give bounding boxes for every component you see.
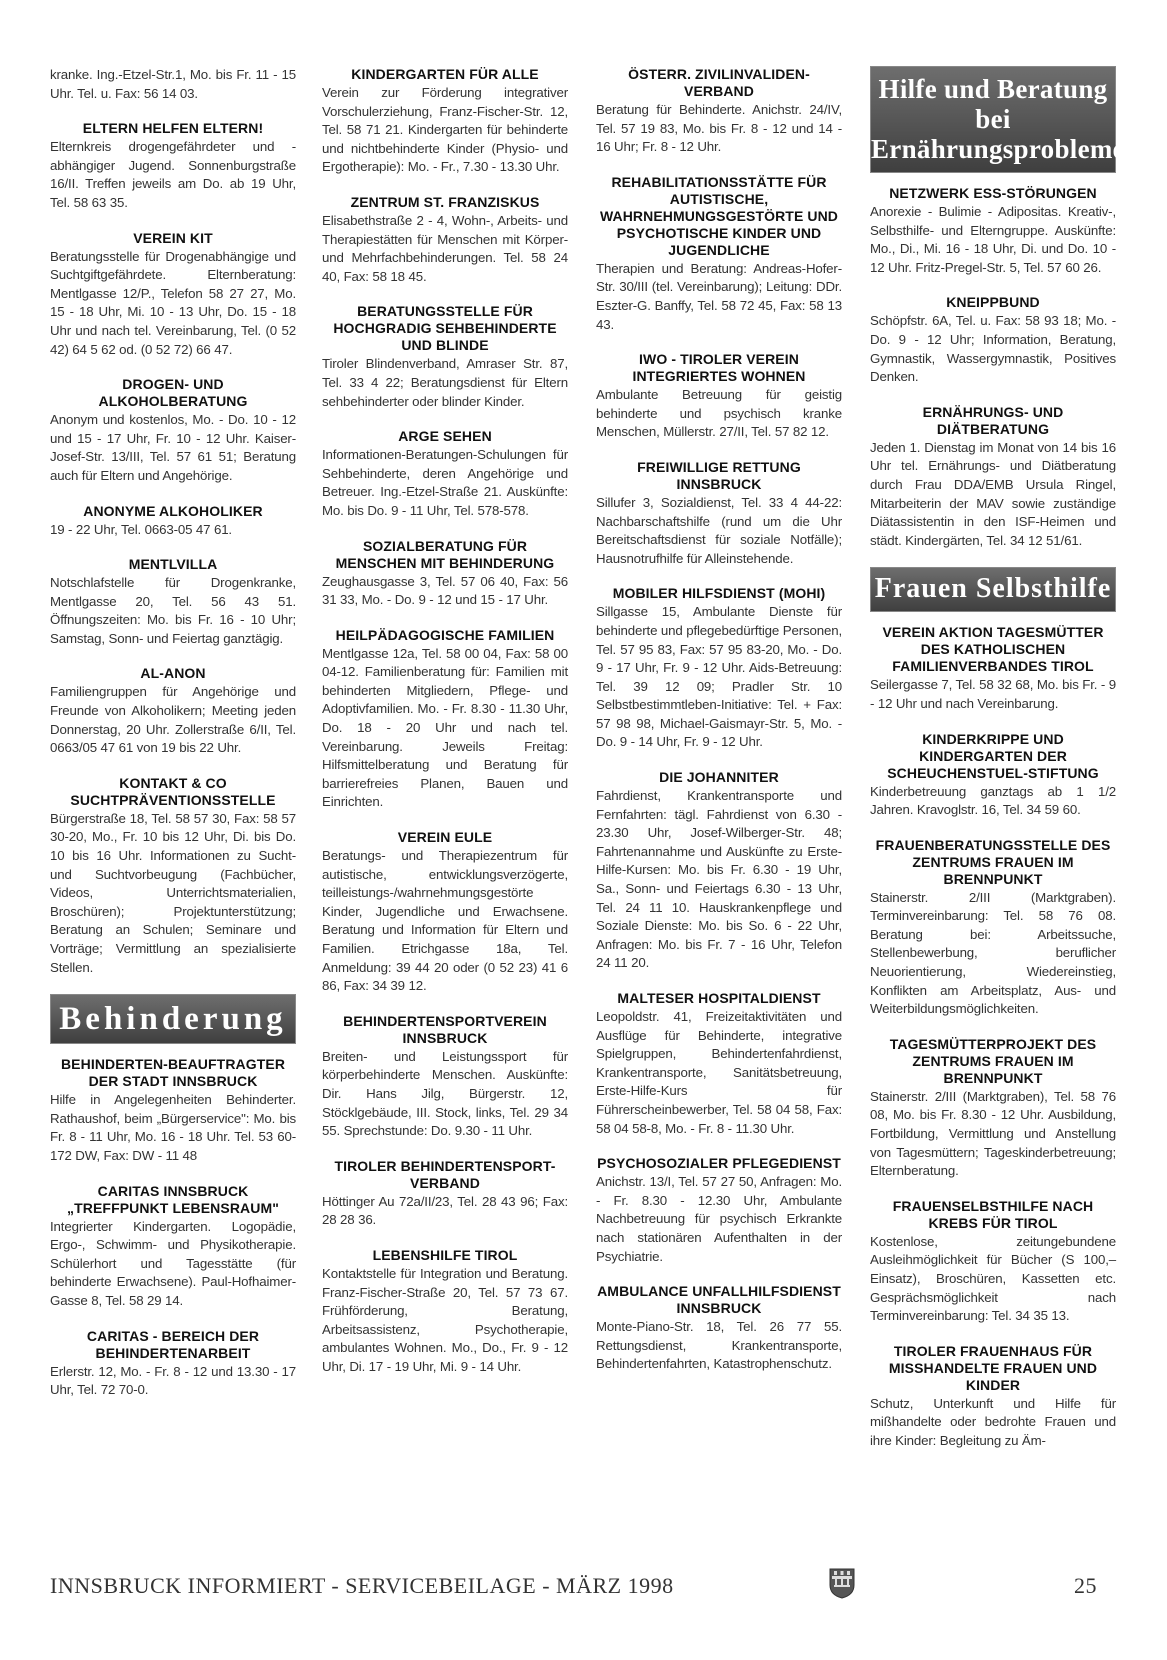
entry-body: Therapien und Beratung: Andreas-Hofer-Str. 30/III (tel. Vereinbarung); Leitung: DDr. Eszter-G. Banffy, Tel. 58 72 45, Fax: 58 13 43. xyxy=(596,260,842,332)
directory-entry xyxy=(870,1198,1116,1326)
directory-entry xyxy=(50,503,296,540)
entry-title: ANONYME ALKOHOLIKER xyxy=(83,502,263,519)
directory-entry xyxy=(596,66,842,157)
directory-entry xyxy=(870,294,1116,386)
entry-title: IWO - TIROLER VEREIN INTEGRIERTES WOHNEN xyxy=(632,351,806,385)
entry-title: KINDERKRIPPE UND KINDERGARTEN DER SCHEUCHENSTUEL-STIFTUNG xyxy=(887,730,1099,781)
entry-body: Notschlafstelle für Drogenkranke, Mentlgasse 20, Tel. 56 43 51. Öffnungszeiten: Mo. bis Fr. 16 - 10 Uhr; Samstag, Sonn- und Feiertag ganztägig. xyxy=(50,575,296,646)
entry-body: Bürgerstraße 18, Tel. 58 57 30, Fax: 58 57 30-20, Mo., Fr. 10 bis 12 Uhr, Di. bis Do. 10 bis 16 Uhr. Informationen zu Sucht- und Suchtvorbeugung (Fachbücher, Videos, Unterrichtsmaterialien, Broschüren); Projektunterstützung; Beratung an Schulen; Seminare und Vorträge; Vermittlung an spezialisierte Stellen. xyxy=(50,810,296,975)
directory-entry xyxy=(50,376,296,485)
column-2 xyxy=(322,66,568,1394)
entry-title: ZENTRUM ST. FRANZISKUS xyxy=(350,193,540,210)
entry-title: LEBENSHILFE TIROL xyxy=(372,1246,518,1263)
directory-entry xyxy=(50,556,296,648)
entry-title: KNEIPPBUND xyxy=(946,294,1040,311)
entry-body: 19 - 22 Uhr, Tel. 0663-05 47 61. xyxy=(50,521,232,537)
entry-body: Leopoldstr. 41, Freizeitaktivitäten und Ausflüge für Behinderte, integrative Spielgruppen, Behindertenfahrdienst, Krankentransporte, Sanitätsbetreuung, Erste-Hilfe-Kurs für Führerscheinbewerber, Tel. 58 04 58, Fax: 58 04 58-8, Mo. - Fr. 8 - 11.30 Uhr. xyxy=(596,1009,842,1136)
entry-body: Beratung für Behinderte. Anichstr. 24/IV, Tel. 57 19 83, Mo. bis Fr. 8 - 12 und 14 - 16 Uhr; Fr. 8 - 12 Uhr. xyxy=(596,102,842,155)
entry-body: Anorexie - Bulimie - Adipositas. Kreativ-, Selbsthilfe- und Elterngruppe. Auskünfte: Mo., Di., Mi. 16 - 18 Uhr, Di. und Do. 10 - 12 Uhr. Fritz-Pregel-Str. 5, Tel. 57 60 26. xyxy=(870,204,1116,275)
entry-body: Hilfe in Angelegenheiten Behinderter. Rathaushof, beim „Bürgerservice": Mo. bis Fr. 8 - 11 Uhr, Mo. 16 - 18 Uhr. Tel. 53 60-172 DW, Fax: DW - 11 48 xyxy=(50,1092,296,1163)
section-banner: Hilfe und Beratung bei Ernährungsproblemen xyxy=(870,66,1116,173)
directory-entry xyxy=(322,1247,568,1377)
entry-body: Ambulante Betreuung für geistig behinderte und psychisch kranke Menschen, Müllerstr. 27/II, Tel. 57 82 12. xyxy=(596,387,842,440)
entry-body: Anichstr. 13/I, Tel. 57 27 50, Anfragen: Mo. - Fr. 8.30 - 12.30 Uhr, Ambulante Nachbetreuung für psychisch Erkrankte nach stationären Aufenthalten in der Psychiatrie. xyxy=(596,1174,842,1264)
directory-entry xyxy=(596,990,842,1138)
directory-entry xyxy=(322,538,568,610)
entry-title: KINDERGARTEN FÜR ALLE xyxy=(351,66,539,82)
entry-title: TAGESMÜTTERPROJEKT DES ZENTRUMS FRAUEN IM BRENNPUNKT xyxy=(889,1035,1097,1086)
directory-entry xyxy=(50,120,296,212)
entry-body: Verein zur Förderung integrativer Vorschulerziehung, Franz-Fischer-Str. 12, Tel. 58 71 21. Kindergarten für behinderte und nichtbehinderte Kinder (Physio- und Ergotherapie): Mo. - Fr., 7.30 - 13.30 Uhr. xyxy=(322,85,568,175)
directory-entry xyxy=(322,66,568,177)
directory-entry xyxy=(870,404,1116,551)
column-1 xyxy=(50,66,296,1417)
entry-body: Sillufer 3, Sozialdienst, Tel. 33 4 44-22: Nachbarschaftshilfe (rund um die Uhr Bereitschaftsdienst für soziale Notfälle); Hausnotrufhilfe für Alleinstehende. xyxy=(596,494,842,566)
directory-entry xyxy=(322,627,568,812)
entry-title: MENTLVILLA xyxy=(128,556,218,573)
entry-title: MALTESER HOSPITALDIENST xyxy=(617,990,821,1006)
directory-entry xyxy=(322,1158,568,1230)
entry-title: FRAUENSELBSTHILFE NACH KREBS FÜR TIROL xyxy=(892,1197,1094,1231)
section-banner: Frauen Selbsthilfe xyxy=(870,567,1116,612)
entry-title: ARGE SEHEN xyxy=(398,428,492,445)
entry-body: Jeden 1. Dienstag im Monat von 14 bis 16 Uhr tel. Ernährungs- und Diätberatung durch Frau DDA/EMB Ursula Ringel, Mitarbeiterin der MAV sowie zuständige Diätassistentin in den ISF-Heimen und städt. Kindergärten, Tel. 34 12 51/61. xyxy=(870,439,1116,548)
entry-title: FREIWILLIGE RETTUNG INNSBRUCK xyxy=(637,458,801,492)
entry-body: Monte-Piano-Str. 18, Tel. 26 77 55. Rettungsdienst, Krankentransporte, Behindertenfahrten, Katastrophenschutz. xyxy=(596,1319,842,1372)
directory-entry xyxy=(50,230,296,360)
directory-entry xyxy=(322,428,568,520)
directory-entry xyxy=(322,1013,568,1141)
entry-body: Sillgasse 15, Ambulante Dienste für behinderte und pflegebedürftige Personen, Tel. 57 95 83, Fax: 57 95 83-20, Mo. - Do. 9 - 17 Uhr, Fr. 9 - 12 Uhr. Aids-Betreuung: Tel. 39 12 09; Pradler Str. 10 Selbstbestimmtleben-Initiative: Tel. + Fax: 57 98 98, Michael-Gaismayr-Str. 5, Mo. - Do. 9 - 14 Uhr, Fr. 9 - 12 Uhr. xyxy=(596,604,842,750)
page-number: 25 xyxy=(1074,1573,1097,1598)
entry-body: Höttinger Au 72a/II/23, Tel. 28 43 96; Fax: 28 28 36. xyxy=(322,1193,568,1228)
directory-entry xyxy=(596,174,842,334)
entry-title: TIROLER FRAUENHAUS FÜR MISSHANDELTE FRAUEN UND KINDER xyxy=(888,1342,1098,1393)
entry-body: Integrierter Kindergarten. Logopädie, Ergo-, Schwimm- und Physikotherapie. Schülerhort und Tagesstätte (für behinderte Erwachsene). Paul-Hofhaimer-Gasse 8, Tel. 58 29 14. xyxy=(50,1218,296,1308)
entry-body: Stainerstr. 2/III (Marktgraben). Terminvereinbarung: Tel. 58 76 08. Beratung bei: Arbeitssuche, Stellenbewerbung, beruflicher Neuorientierung, Wiedereinstieg, Konflikten am Arbeitsplatz, Aus- und Weiterbildungsmöglichkeiten. xyxy=(870,889,1116,1017)
entry-title: SOZIALBERATUNG FÜR MENSCHEN MIT BEHINDERUNG xyxy=(335,537,555,571)
entry-body: Beratungsstelle für Drogenabhängige und Suchtgiftgefährdete. Elternberatung: Mentlgasse 12/P., Telefon 58 27 27, Mo. 15 - 18 Uhr, Mi. 10 - 13 Uhr, Do. 15 - 18 Uhr und nach tel. Vereinbarung, Tel. (0 52 42) 64 5 62 od. (0 52 72) 66 47. xyxy=(50,248,296,357)
entry-title: BEHINDERTEN-BEAUFTRAGTER DER STADT INNSBRUCK xyxy=(60,1056,286,1090)
directory-entry xyxy=(870,624,1116,713)
entry-body: Informationen-Beratungen-Schulungen für Sehbehinderte, deren Angehörige und Betreuer. Ing.-Etzel-Straße 21. Auskünfte: Mo. bis Do. 9 - 11 Uhr, Tel. 578-578. xyxy=(322,447,568,518)
entry-title: ÖSTERR. ZIVILINVALIDEN-VERBAND xyxy=(628,66,810,99)
entry-title: TIROLER BEHINDERTENSPORT-VERBAND xyxy=(334,1157,556,1191)
entry-body: Mentlgasse 12a, Tel. 58 00 04, Fax: 58 00 04-12. Familienberatung für: Familien mit behinderten Mitgliedern, Pflege- und Adoptivfamilien. Mo. - Fr. 8.30 - 11.30 Uhr, Do. 18 - 20 Uhr und nach tel. Vereinbarung. Jeweils Freitag: Hilfsmittelberatung und Beratung für barrierefreies Planen, Bauen und Einrichten. xyxy=(322,645,568,810)
entry-title: BEHINDERTENSPORTVEREIN INNSBRUCK xyxy=(343,1012,547,1046)
entry-body: Erlerstr. 12, Mo. - Fr. 8 - 12 und 13.30 - 17 Uhr, Tel. 72 70-0. xyxy=(50,1363,296,1398)
entry-body: kranke. Ing.-Etzel-Str.1, Mo. bis Fr. 11 - 15 Uhr. Tel. u. Fax: 56 14 03. xyxy=(50,67,296,101)
entry-body: Seilergasse 7, Tel. 58 32 68, Mo. bis Fr. - 9 - 12 Uhr und nach Vereinbarung. xyxy=(870,677,1116,711)
entry-body: Breiten- und Leistungssport für körperbehinderte Menschen. Auskünfte: Dir. Hans Jilg, Bürgerstr. 12, Stöcklgebäude, III. Stock, links, Tel. 29 34 55. Sprechstunde: Do. 9.30 - 11 Uhr. xyxy=(322,1048,568,1139)
entry-title: VEREIN EULE xyxy=(397,829,493,846)
entry-title: HEILPÄDAGOGISCHE FAMILIEN xyxy=(335,626,555,643)
column-3 xyxy=(596,66,842,1391)
entry-body: Schutz, Unterkunft und Hilfe für mißhandelte oder bedrohte Frauen und ihre Kinder: Begleitung zu Äm- xyxy=(870,1395,1116,1448)
entry-title: AL-ANON xyxy=(140,665,206,682)
entry-title: ERNÄHRUNGS- UND DIÄTBERATUNG xyxy=(922,403,1064,437)
directory-entry xyxy=(50,775,296,977)
entry-title: VEREIN KIT xyxy=(133,229,213,246)
directory-entry xyxy=(870,837,1116,1019)
entry-title: REHABILITATIONSSTÄTTE FÜR AUTISTISCHE, WAHRNEHMUNGSGESTÖRTE UND PSYCHOTISCHE KINDER UND JUGENDLICHE xyxy=(599,173,839,258)
directory-entry xyxy=(50,1328,296,1400)
directory-entry xyxy=(596,1283,842,1374)
entry-body: Anonym und kostenlos, Mo. - Do. 10 - 12 und 15 - 17 Uhr, Fr. 10 - 12 Uhr. Kaiser-Josef-Str. 13/III, Tel. 57 61 51; Beratung auch für Eltern und Angehörige. xyxy=(50,412,296,483)
entry-body: Kostenlose, zeitungebundene Ausleihmöglichkeit für Bücher (S 100,– Einsatz), Broschüren, Kassetten etc. Gesprächsmöglichkeit nach Terminvereinbarung: Tel. 34 35 13. xyxy=(870,1233,1116,1324)
entry-title: BERATUNGSSTELLE FÜR HOCHGRADIG SEHBEHINDERTE UND BLINDE xyxy=(333,303,557,354)
directory-entry xyxy=(870,1036,1116,1181)
directory-entry xyxy=(50,1056,296,1165)
directory-entry xyxy=(870,731,1116,820)
directory-entry xyxy=(50,1183,296,1311)
entry-title: PSYCHOSOZIALER PFLEGEDIENST xyxy=(597,1155,841,1172)
entry-body: Stainerstr. 2/III (Marktgraben), Tel. 58 76 08, Mo. bis Fr. 8.30 - 12 Uhr. Ausbildung, Fortbildung, Vermittlung und Anstellung von Tagesmüttern; Tageskinderbetreuung; Elternberatung. xyxy=(870,1088,1116,1179)
entry-body: Zeughausgasse 3, Tel. 57 06 40, Fax: 56 31 33, Mo. - Do. 9 - 12 und 15 - 17 Uhr. xyxy=(322,573,568,608)
directory-entry xyxy=(322,194,568,286)
entry-body: Elternkreis drogengefährdeter und -abhängiger Jugend. Sonnenburgstraße 16/II. Treffen jeweils am Do. ab 19 Uhr, Tel. 58 63 35. xyxy=(50,139,296,210)
entry-title: DROGEN- UND ALKOHOLBERATUNG xyxy=(98,376,248,410)
entry-title: AMBULANCE UNFALLHILFSDIENST INNSBRUCK xyxy=(597,1283,841,1317)
entry-body: Kontaktstelle für Integration und Beratung. Franz-Fischer-Straße 20, Tel. 57 73 67. Frühförderung, Beratung, Arbeitsassistenz, Psychotherapie, ambulantes Wohnen. Mo., Do., Fr. 9 - 12 Uhr, Di. 17 - 19 Uhr, Mi. 9 - 14 Uhr. xyxy=(322,1265,568,1374)
directory-entry xyxy=(50,665,296,757)
publication-title: INNSBRUCK INFORMIERT - SERVICEBEILAGE - MÄRZ 1998 xyxy=(50,1573,674,1598)
section-banner: Behinderung xyxy=(50,994,296,1044)
page-footer xyxy=(50,1573,1097,1603)
entry-body: Fahrdienst, Krankentransporte und Fernfahrten: tägl. Fahrdienst von 6.30 - 23.30 Uhr, Josef-Wilberger-Str. 48; Fahrtenannahme und Auskünfte zu Erste-Hilfe-Kursen: Mo. bis Fr. 6.30 - 19 Uhr, Sa., Sonn- und Feiertags 6.30 - 13 Uhr, Tel. 24 11 10. Hauskrankenpflege und Soziale Dienste: Mo. bis So. 6 - 22 Uhr, Anfragen: Mo. bis Fr. 7 - 16 Uhr, Telefon 24 11 20. xyxy=(596,788,842,971)
column-4 xyxy=(870,66,1141,1468)
directory-entry xyxy=(596,459,842,568)
entry-title: ELTERN HELFEN ELTERN! xyxy=(82,120,264,137)
entry-title: DIE JOHANNITER xyxy=(659,769,779,786)
directory-entry xyxy=(596,585,842,752)
entry-title: NETZWERK ESS-STÖRUNGEN xyxy=(889,185,1097,201)
entry-body: Elisabethstraße 2 - 4, Wohn-, Arbeits- und Therapiestätten für Menschen mit Körper- und Mehrfachbehinderungen. Tel. 58 24 40, Fax: 58 18 45. xyxy=(322,212,568,284)
directory-entry xyxy=(596,1155,842,1266)
entry-body: Familiengruppen für Angehörige und Freunde von Alkoholikern; Meeting jeden Donnerstag, 20 Uhr. Zollerstraße 6/II, Tel. 0663/05 47 61 von 19 bis 22 Uhr. xyxy=(50,684,296,756)
entry-body: Tiroler Blindenverband, Amraser Str. 87, Tel. 33 4 22; Beratungsdienst für Eltern sehbehinderter oder blinder Kinder. xyxy=(322,356,568,409)
directory-entry xyxy=(596,351,842,442)
entry-body: Beratungs- und Therapiezentrum für autistische, entwicklungsverzögerte, teilleistungs-/wahrnehmungsgestörte Kinder, Jugendliche und Erwachsene. Beratung und Information für Eltern und Familien. Etrichgasse 18a, Tel. Anmeldung: 39 44 20 oder (0 52 23) 41 6 86, Fax: 34 39 12. xyxy=(322,848,568,994)
directory-entry xyxy=(322,303,568,411)
entry-body: Schöpfstr. 6A, Tel. u. Fax: 58 93 18; Mo. - Do. 9 - 12 Uhr; Information, Beratung, Gymnastik, Wassergymnastik, Positives Denken. xyxy=(870,313,1116,385)
entry-title: CARITAS - BEREICH DER BEHINDERTENARBEIT xyxy=(86,1327,260,1361)
directory-entry xyxy=(322,829,568,996)
innsbruck-coat-of-arms-icon xyxy=(828,1567,856,1599)
entry-title: MOBILER HILFSDIENST (MOHI) xyxy=(612,585,826,602)
entry-title: VEREIN AKTION TAGESMÜTTER DES KATHOLISCHEN FAMILIENVERBANDES TIROL xyxy=(882,624,1104,675)
directory-entry xyxy=(870,1343,1116,1451)
entry-title: FRAUENBERATUNGSSTELLE DES ZENTRUMS FRAUEN IM BRENNPUNKT xyxy=(875,836,1111,887)
directory-entry xyxy=(596,769,842,973)
entry-title: CARITAS INNSBRUCK „TREFFPUNKT LEBENSRAUM" xyxy=(67,1182,279,1216)
directory-entry xyxy=(870,185,1116,277)
entry-title: KONTAKT & CO SUCHTPRÄVENTIONSSTELLE xyxy=(70,774,276,808)
entry-body: Kinderbetreuung ganztags ab 1 1/2 Jahren. Kravoglstr. 16, Tel. 34 59 60. xyxy=(870,783,1116,818)
directory-entry xyxy=(50,66,296,103)
